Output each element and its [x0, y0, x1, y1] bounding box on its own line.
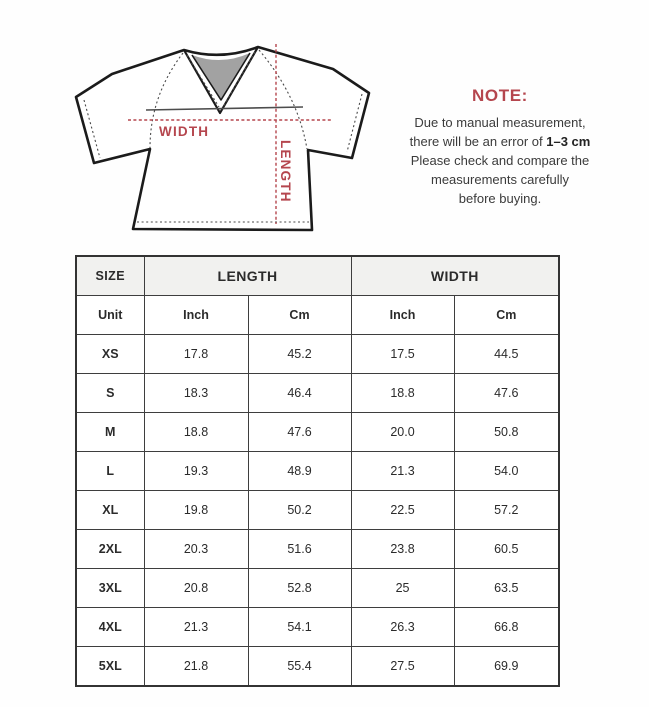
size-label: L: [76, 452, 144, 491]
table-row: [76, 608, 559, 647]
unit-width-inch: Inch: [351, 296, 454, 335]
table-row: [76, 374, 559, 413]
measurement-value: 57.2: [454, 491, 559, 530]
note-line-4: measurements carefully: [431, 172, 569, 187]
measurement-value: 20.8: [144, 569, 248, 608]
measurement-value: 52.8: [248, 569, 351, 608]
unit-length-cm: Cm: [248, 296, 351, 335]
measurement-value: 22.5: [351, 491, 454, 530]
note-line-2: [380, 132, 620, 151]
measurement-value: 46.4: [248, 374, 351, 413]
measurement-value: 69.9: [454, 647, 559, 687]
measurement-value: 19.3: [144, 452, 248, 491]
note-line-2-bold: 1–3 cm: [546, 134, 591, 149]
size-label: 3XL: [76, 569, 144, 608]
size-table-body: [76, 335, 559, 687]
measurement-value: 17.5: [351, 335, 454, 374]
width-label: WIDTH: [159, 124, 210, 139]
measurement-value: 21.3: [351, 452, 454, 491]
size-label: M: [76, 413, 144, 452]
measurement-value: 47.6: [248, 413, 351, 452]
measurement-value: 19.8: [144, 491, 248, 530]
size-label: XS: [76, 335, 144, 374]
column-header-width: WIDTH: [351, 256, 559, 296]
measurement-value: 54.1: [248, 608, 351, 647]
measurement-value: 27.5: [351, 647, 454, 687]
size-table: [75, 255, 560, 687]
unit-header-row: [76, 296, 559, 335]
note-line-5: before buying.: [458, 191, 542, 206]
note-line-2-text: there will be an error of: [409, 134, 547, 149]
size-label: S: [76, 374, 144, 413]
measurement-value: 50.8: [454, 413, 559, 452]
table-row: [76, 452, 559, 491]
note-line-3: Please check and compare the: [410, 153, 590, 168]
unit-label: Unit: [76, 296, 144, 335]
measurement-value: 20.0: [351, 413, 454, 452]
table-row: [76, 569, 559, 608]
measurement-value: 18.8: [144, 413, 248, 452]
size-label: 5XL: [76, 647, 144, 687]
measurement-value: 17.8: [144, 335, 248, 374]
measurement-value: 45.2: [248, 335, 351, 374]
unit-length-inch: Inch: [144, 296, 248, 335]
measurement-value: 21.3: [144, 608, 248, 647]
measurement-value: 66.8: [454, 608, 559, 647]
measurement-value: 23.8: [351, 530, 454, 569]
length-label: LENGTH: [278, 140, 293, 203]
measurement-value: 55.4: [248, 647, 351, 687]
size-label: 4XL: [76, 608, 144, 647]
note-title: NOTE:: [472, 86, 528, 105]
measurement-value: 21.8: [144, 647, 248, 687]
measurement-value: 20.3: [144, 530, 248, 569]
measurement-value: 48.9: [248, 452, 351, 491]
table-row: [76, 530, 559, 569]
note-line-1: Due to manual measurement,: [414, 115, 586, 130]
measurement-value: 50.2: [248, 491, 351, 530]
measurement-value: 60.5: [454, 530, 559, 569]
measurement-value: 47.6: [454, 374, 559, 413]
measurement-value: 54.0: [454, 452, 559, 491]
table-row: [76, 647, 559, 687]
tshirt-measurement-diagram: [0, 0, 400, 245]
table-row: [76, 491, 559, 530]
measurement-value: 44.5: [454, 335, 559, 374]
unit-width-cm: Cm: [454, 296, 559, 335]
size-label: XL: [76, 491, 144, 530]
table-row: [76, 335, 559, 374]
measurement-value: 18.8: [351, 374, 454, 413]
table-header-row: [76, 256, 559, 296]
measurement-value: 51.6: [248, 530, 351, 569]
measurement-value: 26.3: [351, 608, 454, 647]
table-row: [76, 413, 559, 452]
note-block: [380, 86, 620, 208]
column-header-size: SIZE: [76, 256, 144, 296]
measurement-value: 25: [351, 569, 454, 608]
size-label: 2XL: [76, 530, 144, 569]
column-header-length: LENGTH: [144, 256, 351, 296]
measurement-value: 63.5: [454, 569, 559, 608]
measurement-value: 18.3: [144, 374, 248, 413]
